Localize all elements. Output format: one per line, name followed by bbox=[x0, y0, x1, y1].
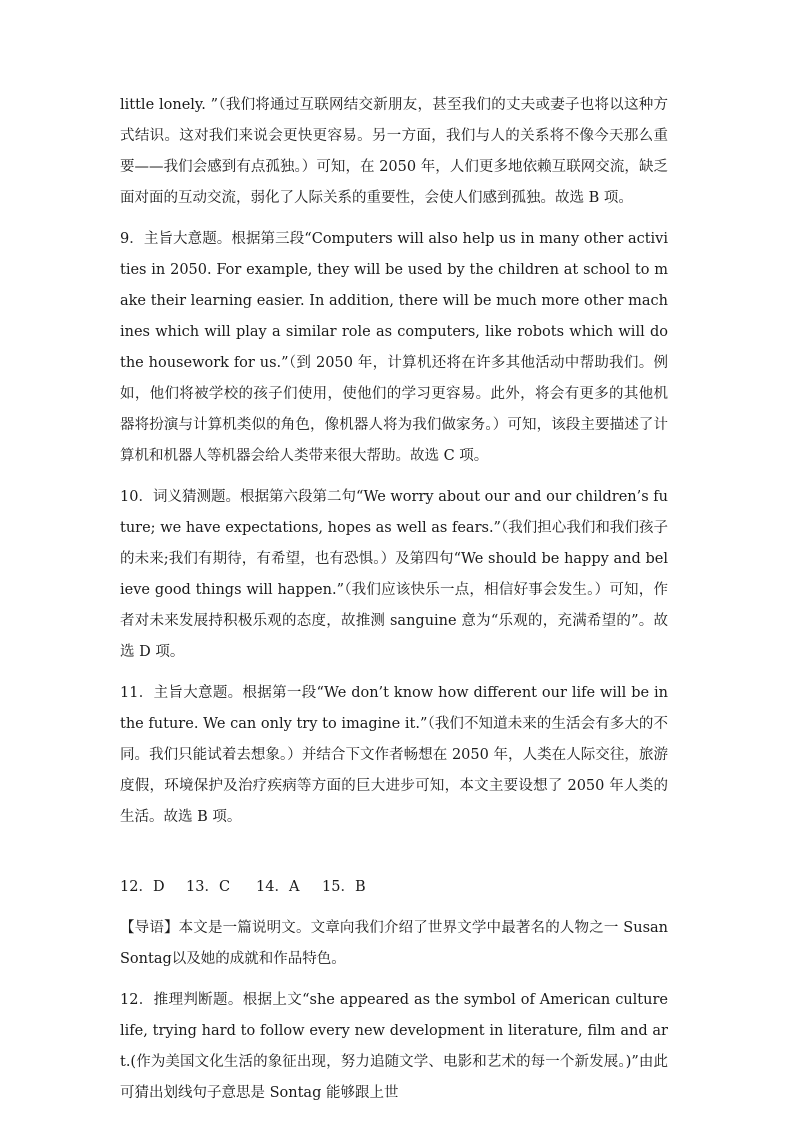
answer-13: 13．C bbox=[186, 879, 231, 895]
paragraph-question-11: 11．主旨大意题。根据第一段“We don’t know how different our life will be in the future. We can only try to imagine it.”（我们不知道未来的生活会有多大的不同。我们只能试着去想象。）并结合下文作者畅想在 2050 年，人类在人际交往，旅游度假，环境保护及治疗疾病等方面的巨大进步可知，本文主要设想了 2050 年人类的生活。故选 B 项。 bbox=[120, 685, 668, 825]
paragraph-question-9: 9．主旨大意题。根据第三段“Computers will also help us in many other activities in 2050. For example, they will be used by the children at school to make their learning easier. In addition, there will be much more other machines which will play a similar role as computers, like robots which will do the housework for us.”（到 2050 年，计算机还将在许多其他活动中帮助我们。例如，他们将被学校的孩子们使用，使他们的学习更容易。此外，将会有更多的其他机器将扮演与计算机类似的角色，像机器人将为我们做家务。）可知，该段主要描述了计算机和机器人等机器会给人类带来很大帮助。故选 C 项。 bbox=[120, 231, 668, 464]
answer-key-line bbox=[120, 872, 668, 903]
paragraph-question-10: 10．词义猜测题。根据第六段第二句“We worry about our and our children’s future; we have expectations, hopes as well as fears.”（我们担心我们和我们孩子的未来;我们有期待，有希望，也有恐惧。）及第四句“We should be happy and believe good things will happen.”（我们应该快乐一点，相信好事会发生。）可知，作者对未来发展持积极乐观的态度，故推测 sanguine 意为“乐观的，充满希望的”。故选 D 项。 bbox=[120, 489, 668, 660]
paragraph-continued: little lonely. ”（我们将通过互联网结交新朋友，甚至我们的丈夫或妻子也将以这种方式结识。这对我们来说会更快更容易。另一方面，我们与人的关系将不像今天那么重要——我们会感到有点孤独。）可知，在 2050 年，人们更多地依赖互联网交流，缺乏面对面的互动交流，弱化了人际关系的重要性，会使人们感到孤独。故选 B 项。 bbox=[120, 97, 668, 206]
answer-14: 14．A bbox=[256, 879, 300, 895]
answer-15: 15．B bbox=[322, 879, 366, 895]
answer-12: 12．D bbox=[120, 879, 165, 895]
document-body bbox=[120, 90, 668, 1109]
paragraph-question-12: 12．推理判断题。根据上文“she appeared as the symbol of American culture life, trying hard to follow every new development in literature, film and art.(作为美国文化生活的象征出现，努力追随文学、电影和艺术的每一个新发展。)”由此可猜出划线句子意思是 Sontag 能够跟上世 bbox=[120, 992, 668, 1101]
paragraph-intro: 【导语】本文是一篇说明文。文章向我们介绍了世界文学中最著名的人物之一 Susan Sontag以及她的成就和作品特色。 bbox=[120, 920, 668, 967]
